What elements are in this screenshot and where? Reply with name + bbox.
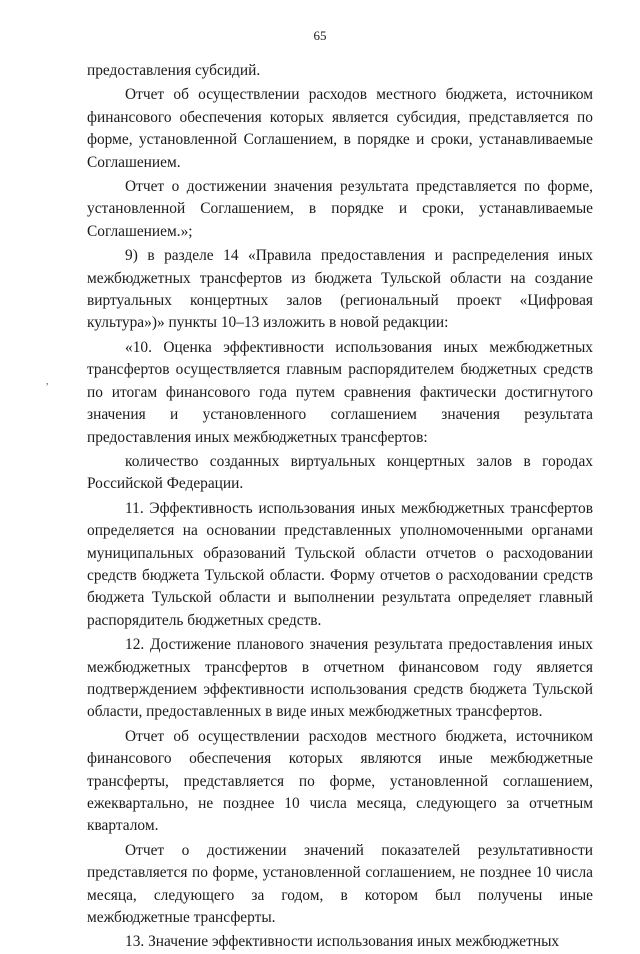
page-number: 65 <box>313 28 327 43</box>
scan-mark: , <box>46 376 49 387</box>
paragraph: «10. Оценка эффективности использования иных межбюджетных трансфертов осуществляется главным распорядителем бюджетных средств по итогам финансового года путем сравнения фактически достигнутого значения и установленного соглашением значения результата предоставления иных межбюджетных трансфертов: <box>87 338 593 446</box>
paragraph: 9) в разделе 14 «Правила предоставления и распределения иных межбюджетных трансфертов из бюджета Тульской области на создание виртуальных концертных залов (региональный проект «Цифровая культура»)» пункты 10–13 изложить в новой редакции: <box>87 247 593 332</box>
paragraph: 11. Эффективность использования иных межбюджетных трансфертов определяется на основании представленных уполномоченными органами муниципальных образований Тульской области отчетов о расходовании средств бюджета Тульской области. Форму отчетов о расходовании средств бюджета Тульской области и выполнении результата определяет главный распорядитель бюджетных средств. <box>87 499 593 629</box>
paragraph: Отчет о достижении значений показателей результативности представляется по форме, установленной соглашением, не позднее 10 числа месяца, следующего за годом, в котором был получены иные межбюджетные трансферты. <box>87 841 593 927</box>
document-body <box>87 60 593 954</box>
paragraph: количество созданных виртуальных концертных залов в городах Российской Федерации. <box>87 452 593 493</box>
paragraph: Отчет о достижении значения результата представляется по форме, установленной Соглашением, в порядке и сроки, устанавливаемые Соглашением.»; <box>87 178 593 240</box>
paragraph: Отчет об осуществлении расходов местного бюджета, источником финансового обеспечения которых является субсидия, представляется по форме, установленной Соглашением, в порядке и сроки, устанавливаемые Соглашением. <box>87 86 593 171</box>
paragraph: Отчет об осуществлении расходов местного бюджета, источником финансового обеспечения которых являются иные межбюджетные трансферты, представляется по форме, установленной соглашением, ежеквартально, не позднее 10 числа месяца, следующего за отчетным кварталом. <box>87 727 593 835</box>
paragraph: 12. Достижение планового значения результата предоставления иных межбюджетных трансфертов в отчетном финансовом году является подтверждением эффективности использования средств бюджета Тульской области, предоставленных в виде иных межбюджетных трансфертов. <box>87 636 593 721</box>
paragraph: 13. Значение эффективности использования иных межбюджетных <box>125 933 560 951</box>
paragraph: предоставления субсидий. <box>87 62 261 79</box>
